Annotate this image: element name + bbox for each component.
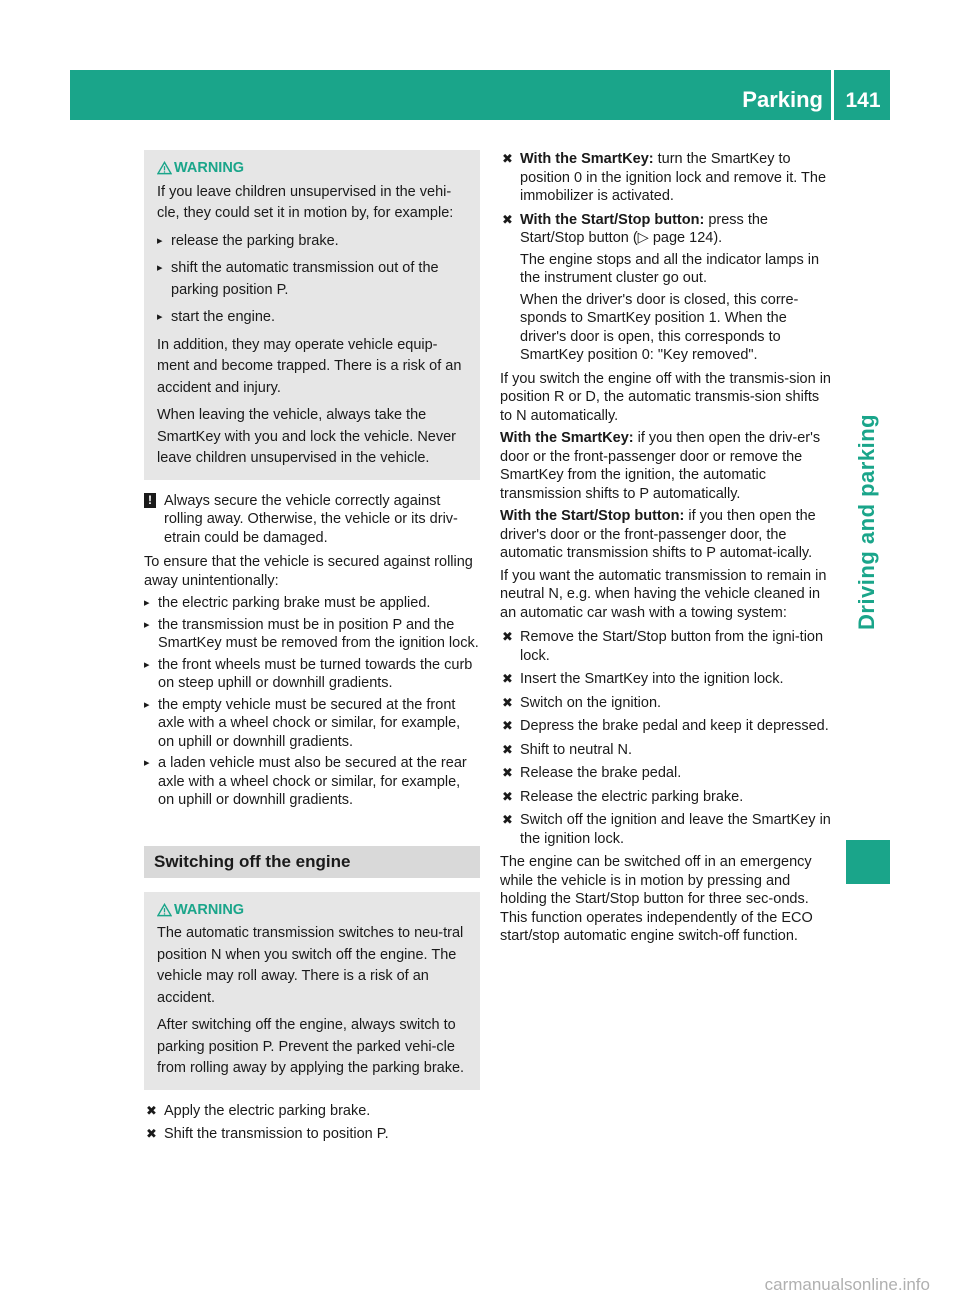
warning-title: WARNING <box>157 158 468 180</box>
left-column <box>144 150 480 1149</box>
paragraph: With the Start/Stop button: if you then open the driver's door or the front-passenger door, the automatic transmission shifts to P automat-ically. <box>500 508 816 561</box>
paragraph: To ensure that the vehicle is secured against rolling away unintentionally: <box>144 554 473 589</box>
bullet-icon: ▸ <box>144 757 150 769</box>
instruction-step: ✖ Release the electric parking brake. <box>502 788 744 805</box>
bullet-icon: ▸ <box>157 262 163 274</box>
step-arrow-icon: ✖ <box>502 788 513 804</box>
page-number: 141 <box>845 89 881 112</box>
bullet-icon: ▸ <box>144 597 150 609</box>
damage-note <box>144 492 480 548</box>
list-item: ▸ the front wheels must be turned towards the curb on steep uphill or downhill gradients. <box>144 656 473 691</box>
bullet-icon: ▸ <box>157 311 163 323</box>
instruction-step: ✖ With the Start/Stop button: press the Start/Stop button (▷ page 124). The engine stops and all the indicator lamps in the instrument cluster go out. When the driver's door is closed, this corre-sponds to SmartKey position 1. When the driver's door is open, this corresponds to SmartKey position 0: "Key removed". <box>502 211 820 363</box>
instruction-step: ✖ Shift the transmission to position P. <box>146 1126 389 1142</box>
side-tab-label: Driving and parking <box>853 413 879 630</box>
exclamation-icon: ! <box>144 493 156 508</box>
header-divider <box>831 70 834 120</box>
paragraph: With the SmartKey: if you then open the driv-er's door or the front-passenger door or remove the SmartKey from the ignition, the automatic transmission shifts to P automatically. <box>500 430 821 502</box>
list-item: ▸ shift the automatic transmission out of the parking position P. <box>157 260 439 298</box>
watermark: carmanualsonline.info <box>764 1275 930 1294</box>
paragraph: The engine can be switched off in an emergency while the vehicle is in motion by pressing and holding the Start/Stop button for three sec-onds. This function operates independently of the ECO start/stop automatic engine switch-off function. <box>500 854 813 944</box>
paragraph: If you want the automatic transmission to remain in neutral N, e.g. when having the vehicle cleaned in an automatic car wash with a towing system: <box>500 567 827 621</box>
instruction-step: ✖ Depress the brake pedal and keep it depressed. <box>502 718 829 734</box>
list-item: ▸ release the parking brake. <box>157 231 468 253</box>
warning-bullet-list <box>157 231 468 329</box>
warning-triangle-icon <box>157 161 172 175</box>
warning-box-children <box>144 150 480 480</box>
step-arrow-icon: ✖ <box>146 1102 157 1118</box>
instruction-step: ✖ Release the brake pedal. <box>502 765 682 781</box>
warning-box-neutral <box>144 892 480 1090</box>
list-item: ▸ the electric parking brake must be applied. <box>144 595 431 611</box>
list-item: ▸ the empty vehicle must be secured at the front axle with a wheel chock or similar, for example, on uphill or downhill gradients. <box>144 696 461 750</box>
step-arrow-icon: ✖ <box>502 629 513 644</box>
warning-intro: If you leave children unsupervised in the vehi-cle, they could set it in motion by, for example: <box>157 183 454 221</box>
step-arrow-icon: ✖ <box>502 718 513 733</box>
warning-paragraph: The automatic transmission switches to neu-tral position N when you switch off the engine. The vehicle may roll away. There is a risk of an accident. <box>157 925 464 1006</box>
instruction-step: ✖ Shift to neutral N. <box>502 741 633 758</box>
step-arrow-icon: ✖ <box>502 741 513 757</box>
warning-triangle-icon <box>157 903 172 917</box>
section-heading: Switching off the engine <box>144 846 480 878</box>
side-tab-block <box>846 840 890 884</box>
instruction-step: ✖ Switch off the ignition and leave the SmartKey in the ignition lock. <box>502 812 831 847</box>
right-column <box>500 150 834 950</box>
warning-paragraph: When leaving the vehicle, always take the SmartKey with you and lock the vehicle. Never leave children unsupervised in the vehicle. <box>157 407 456 466</box>
header-section-title: Parking <box>742 87 823 112</box>
bullet-icon: ▸ <box>157 234 163 247</box>
instruction-step: ✖ Remove the Start/Stop button from the igni-tion lock. <box>502 629 824 664</box>
step-arrow-icon: ✖ <box>502 211 513 227</box>
secure-bullet-list <box>144 594 480 810</box>
step-arrow-icon: ✖ <box>502 671 513 686</box>
instruction-step: ✖ Switch on the ignition. <box>502 694 662 711</box>
step-arrow-icon: ✖ <box>146 1126 157 1141</box>
list-item: ▸ a laden vehicle must also be secured at the rear axle with a wheel chock or similar, for example, on uphill or downhill gradients. <box>144 755 467 808</box>
paragraph: If you switch the engine off with the transmis-sion in position R or D, the automatic transmis-sion shifts to N automatically. <box>500 370 831 424</box>
warning-paragraph: In addition, they may operate vehicle equip-ment and become trapped. There is a risk of an accident and injury. <box>157 336 462 396</box>
instruction-step: ✖ Apply the electric parking brake. <box>146 1102 371 1119</box>
bullet-icon: ▸ <box>144 618 150 631</box>
step-arrow-icon: ✖ <box>502 151 513 166</box>
list-item: ▸ start the engine. <box>157 307 468 329</box>
warning-title: WARNING <box>157 900 468 922</box>
list-item: ▸ the transmission must be in position P and the SmartKey must be removed from the ignition lock. <box>144 616 479 651</box>
step-arrow-icon: ✖ <box>502 694 513 710</box>
note-text: Always secure the vehicle correctly against rolling away. Otherwise, the vehicle or its driv-etrain could be damaged. <box>164 492 458 546</box>
warning-paragraph: After switching off the engine, always switch to parking position P. Prevent the parked vehi-cle from rolling away by applying the parking brake. <box>157 1017 465 1076</box>
bullet-icon: ▸ <box>144 658 150 671</box>
instruction-step: ✖ Insert the SmartKey into the ignition lock. <box>502 671 784 687</box>
bullet-icon: ▸ <box>144 698 150 711</box>
step-arrow-icon: ✖ <box>502 765 513 780</box>
instruction-step: ✖ With the SmartKey: turn the SmartKey to position 0 in the ignition lock and remove it. The immobilizer is activated. <box>502 151 827 204</box>
step-arrow-icon: ✖ <box>502 812 513 827</box>
